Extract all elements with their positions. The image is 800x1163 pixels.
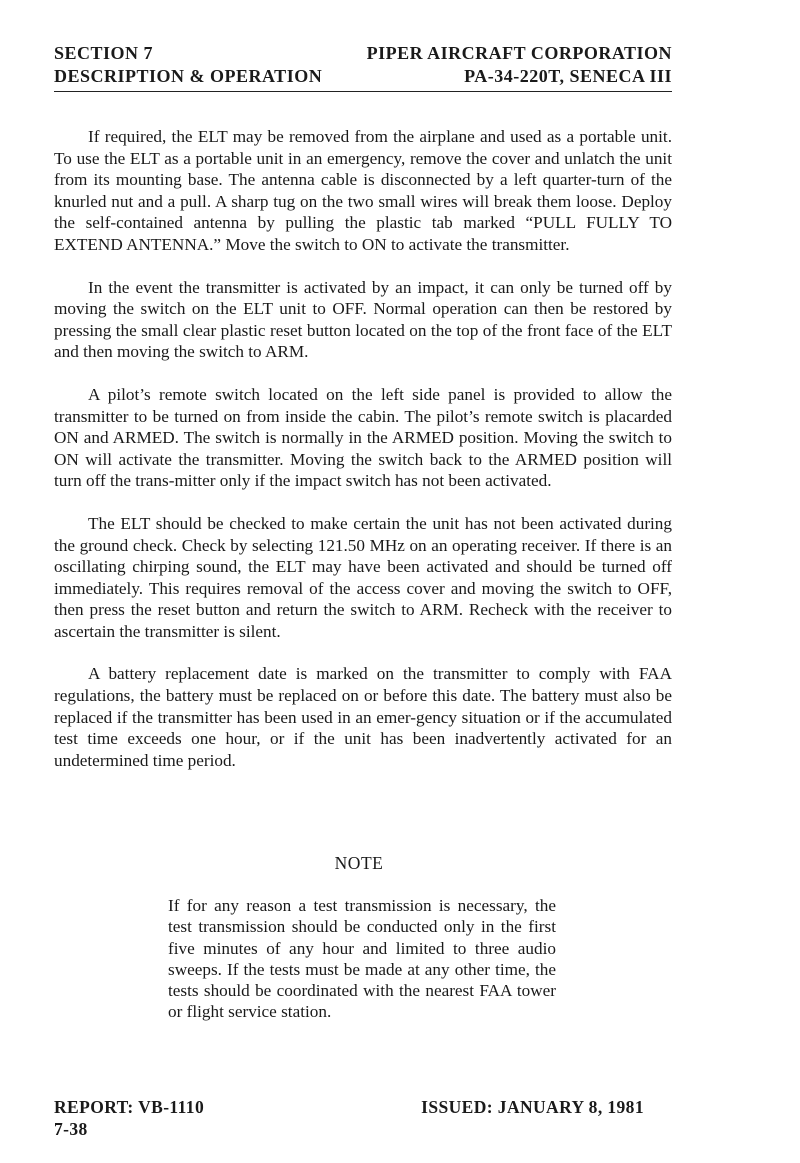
note-title: NOTE (334, 853, 384, 873)
issue-date: ISSUED: JANUARY 8, 1981 (421, 1097, 644, 1117)
header-row-bottom (54, 65, 672, 88)
paragraph-battery-replacement: A battery replacement date is marked on the transmitter to comply with FAA regulations, the battery must be replaced on or before this date. The battery must also be replaced if the transmitter has been used in an emer-gency situation or if the accumulated test time exceeds one hour, or if the unit has been inadvertently activated for an undetermined time period. (54, 664, 672, 770)
header-divider (54, 91, 672, 92)
footer-row (54, 1096, 654, 1118)
page-footer (54, 1096, 654, 1140)
header-row-top (54, 42, 672, 65)
report-number: REPORT: VB-1110 (54, 1097, 205, 1117)
company-name: PIPER AIRCRAFT CORPORATION (366, 43, 672, 63)
page-header (54, 42, 672, 88)
paragraph-remote-switch: A pilot’s remote switch located on the left side panel is provided to allow the transmitter to be turned on from inside the cabin. The pilot’s remote switch is placarded ON and ARMED. The switch is normally in the ARMED position. Moving the switch to ON will activate the transmitter. Moving the switch back to the ARMED position will turn off the trans-mitter only if the impact switch has not been activated. (54, 384, 672, 491)
paragraph-portable-unit: If required, the ELT may be removed from the airplane and used as a portable unit. To use the ELT as a portable unit in an emergency, remove the cover and unlatch the unit from its mounting base. The antenna cable is disconnected by a left quarter-turn of the knurled nut and a pull. A sharp tug on the two small wires will break them loose. Deploy the self-contained antenna by pulling the plastic tab marked “PULL FULLY TO EXTEND ANTENNA.” Move the switch to ON to activate the transmitter. (54, 127, 672, 254)
aircraft-model: PA-34-220T, SENECA III (464, 66, 672, 86)
paragraph-ground-check: The ELT should be checked to make certain the unit has not been activated during the ground check. Check by selecting 121.50 MHz on an operating receiver. If there is an oscillating chirping sound, the ELT may have been activated and should be turned off immediately. This requires removal of the access cover and moving the switch to OFF, then press the reset button and return the switch to ARM. Recheck with the receiver to ascertain the transmitter is silent. (54, 513, 672, 641)
note-body: If for any reason a test transmission is necessary, the test transmission should be conducted only in the first five minutes of any hour and limited to three audio sweeps. If the tests must be made at any other time, the tests should be coordinated with the nearest FAA tower or flight service station. (168, 896, 556, 1022)
section-label: SECTION 7 (54, 43, 154, 63)
paragraph-impact-activation: In the event the transmitter is activated by an impact, it can only be turned off by moving the switch on the ELT unit to OFF. Normal operation can then be restored by pressing the small clear plastic reset button located on the top of the front face of the ELT and then moving the switch to ARM. (54, 277, 672, 362)
page-number: 7-38 (54, 1119, 88, 1139)
subsection-label: DESCRIPTION & OPERATION (54, 66, 323, 86)
body-text (54, 126, 672, 792)
